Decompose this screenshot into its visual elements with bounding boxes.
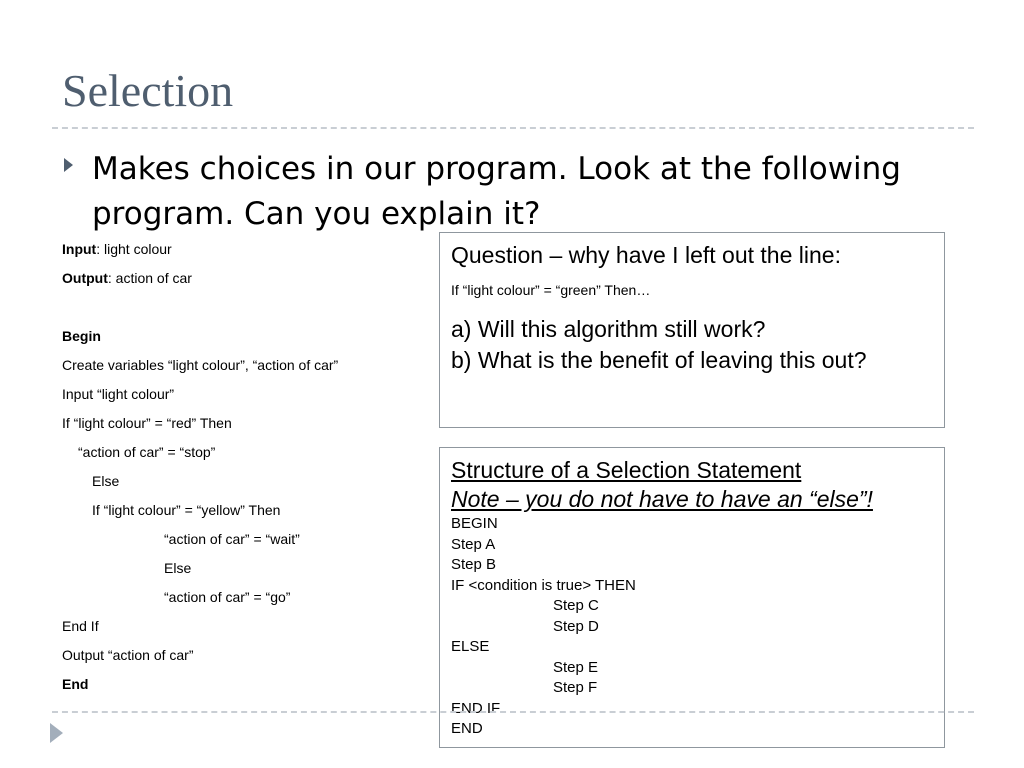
slide-title: Selection	[62, 65, 234, 116]
algorithm-line: If “light colour” = “red” Then	[62, 415, 232, 431]
algorithm-line: “action of car” = “wait”	[164, 531, 300, 547]
algorithm-line: If “light colour” = “yellow” Then	[92, 502, 281, 518]
algorithm-line: Else	[164, 560, 192, 576]
question-box	[439, 232, 945, 428]
algorithm-line: End If	[62, 618, 99, 634]
question-code-line: If “light colour” = “green” Then…	[451, 282, 651, 298]
algorithm-line: Else	[92, 473, 120, 489]
algorithm-line: “action of car” = “go”	[164, 589, 291, 605]
structure-line: Step E	[553, 658, 599, 676]
input-value: : light colour	[96, 241, 172, 257]
structure-box	[439, 447, 945, 748]
question-item-b: b) What is the benefit of leaving this out?	[451, 347, 867, 373]
footer-divider	[52, 711, 974, 713]
structure-line: Step D	[553, 617, 599, 635]
structure-line: END	[451, 720, 483, 737]
algorithm-line: Input “light colour”	[62, 386, 175, 402]
algorithm-line: Output “action of car”	[62, 647, 194, 663]
structure-line: Step C	[553, 597, 599, 614]
structure-line: ELSE	[451, 638, 490, 655]
question-heading: Question – why have I left out the line:	[451, 242, 841, 268]
structure-title: Structure of a Selection Statement	[451, 457, 802, 483]
algorithm-output	[62, 269, 192, 287]
next-slide-arrow-icon[interactable]	[50, 723, 63, 743]
title-divider	[52, 127, 974, 129]
algorithm-line: “action of car” = “stop”	[78, 444, 216, 460]
structure-line: END IF	[451, 699, 501, 717]
structure-note: Note – you do not have to have an “else”!	[451, 486, 873, 512]
structure-line: Step A	[451, 535, 496, 553]
structure-line: IF <condition is true> THEN	[451, 576, 636, 594]
triangle-bullet-icon	[64, 158, 73, 172]
question-item-a: a) Will this algorithm still work?	[451, 316, 766, 342]
structure-line: Step B	[451, 556, 497, 573]
algorithm-input	[62, 240, 172, 258]
output-value: : action of car	[107, 270, 192, 286]
algorithm-end: End	[62, 676, 89, 692]
bullet-text: Makes choices in our program. Look at the following program. Can you explain it?	[92, 151, 901, 232]
structure-line: Step F	[553, 679, 598, 696]
question-items	[451, 314, 933, 376]
algorithm-line: Create variables “light colour”, “action of car”	[62, 357, 339, 373]
input-label: Input	[62, 241, 97, 257]
algorithm-begin: Begin	[62, 328, 101, 344]
output-label: Output	[62, 270, 108, 286]
structure-line: BEGIN	[451, 515, 498, 532]
